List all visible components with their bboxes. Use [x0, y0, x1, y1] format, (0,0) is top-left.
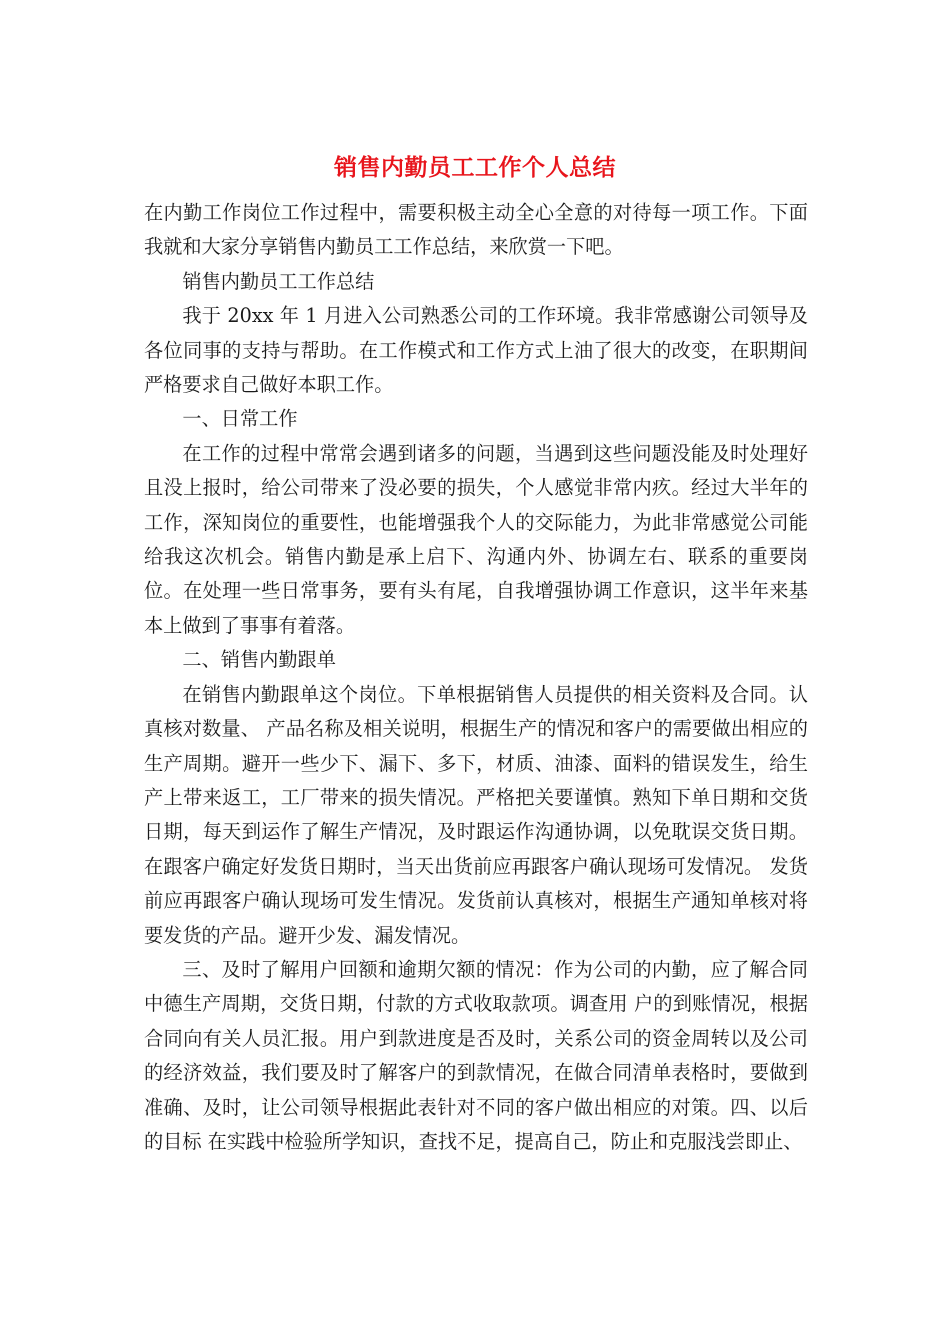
payment-tracking-paragraph: 三、及时了解用户回额和逾期欠额的情况：作为公司的内勤，应了解合同中德生产周期，交货日期，付款的方式收取款项。调查用 户的到账情况，根据合同向有关人员汇报。用户到款进度是否及时，关系公司的资金周转以及公司的经济效益，我们要及时了解客户的到款情况，在做合同清单表格时，要做到准确、及时，让公司领导根据此表针对不同的客户做出相应的对策。四、以后的目标 在实践中检验所学知识，查找不足，提高自己，防止和克服浅尝即止、	[144, 957, 808, 1153]
section-heading-order-tracking: 二、销售内勤跟单	[182, 648, 336, 672]
order-tracking-paragraph: 在销售内勤跟单这个岗位。下单根据销售人员提供的相关资料及合同。认真核对数量、 产品名称及相关说明，根据生产的情况和客户的需要做出相应的生产周期。避开一些少下、漏下、多下，材质、油漆、面料的错误发生，给生产上带来返工，工厂带来的损失情况。严格把关要谨慎。熟知下单日期和交货日期，每天到运作了解生产情况，及时跟运作沟通协调，以免耽误交货日期。在跟客户确定好发货日期时，当天出货前应再跟客户确认现场可发情况。 发货前应再跟客户确认现场可发生情况。发货前认真核对，根据生产通知单核对将要发货的产品。避开少发、漏发情况。	[144, 682, 808, 947]
document-body	[144, 196, 808, 1159]
subtitle-paragraph: 销售内勤员工工作总结	[182, 269, 375, 293]
daily-work-paragraph: 在工作的过程中常常会遇到诸多的问题，当遇到这些问题没能及时处理好且没上报时，给公司带来了没必要的损失，个人感觉非常内疚。经过大半年的工作，深知岗位的重要性，也能增强我个人的交际能力，为此非常感觉公司能给我这次机会。销售内勤是承上启下、沟通内外、协调左右、联系的重要岗位。在处理一些日常事务，要有头有尾，自我增强协调工作意识，这半年来基本上做到了事事有着落。	[144, 441, 808, 637]
intro-paragraph: 在内勤工作岗位工作过程中，需要积极主动全心全意的对待每一项工作。下面我就和大家分享销售内勤员工工作总结，来欣赏一下吧。	[144, 201, 808, 259]
section-heading-daily-work: 一、日常工作	[182, 407, 298, 431]
document-title: 销售内勤员工工作个人总结	[334, 154, 616, 181]
opening-paragraph: 我于 20xx 年 1 月进入公司熟悉公司的工作环境。我非常感谢公司领导及各位同事的支持与帮助。在工作模式和工作方式上油了很大的改变，在职期间严格要求自己做好本职工作。	[144, 304, 808, 397]
